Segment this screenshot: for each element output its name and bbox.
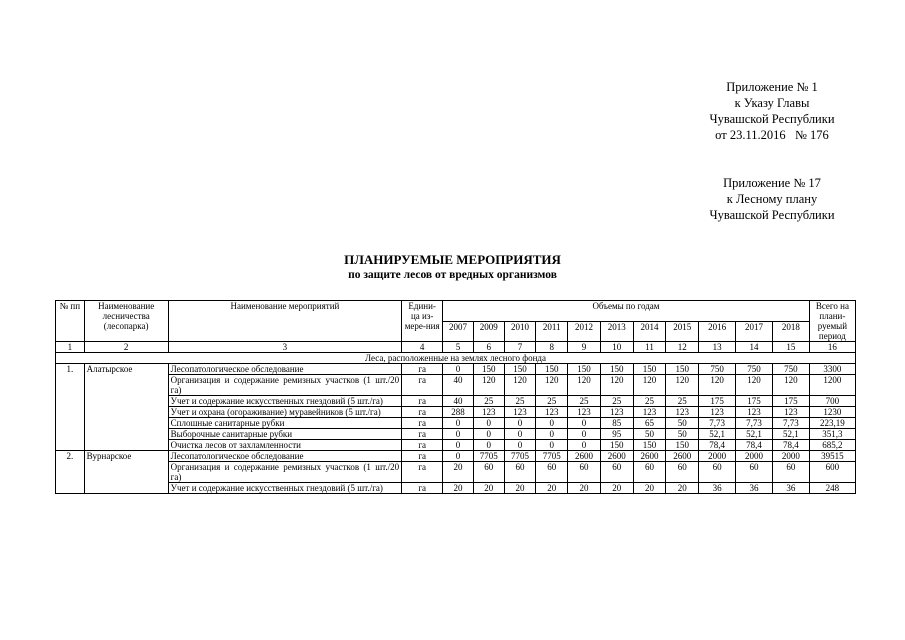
volume-cell: 0 (504, 418, 536, 429)
column-number-cell: 9 (568, 342, 601, 353)
table-row (56, 364, 856, 375)
volume-cell: 150 (504, 364, 536, 375)
forestry-name-cell: Алатырское (84, 364, 168, 451)
volume-cell: 123 (736, 407, 773, 418)
year-header-cell: 2009 (473, 321, 504, 342)
measure-name-cell: Учет и содержание искусственных гнездовий (5 шт./га) (168, 483, 402, 494)
year-header-cell: 2013 (600, 321, 633, 342)
volume-cell: 120 (473, 375, 504, 396)
total-cell: 3300 (809, 364, 855, 375)
row-number-cell: 1. (56, 364, 85, 451)
volume-cell: 25 (504, 396, 536, 407)
volume-cell: 36 (699, 483, 736, 494)
volume-cell: 25 (568, 396, 601, 407)
volume-cell: 95 (600, 429, 633, 440)
volume-cell: 20 (443, 462, 474, 483)
volume-cell: 78,4 (736, 440, 773, 451)
volume-cell: 175 (699, 396, 736, 407)
year-header-cell: 2010 (504, 321, 536, 342)
volume-cell: 123 (504, 407, 536, 418)
measures-table (55, 300, 856, 494)
header-forestry: Наименование лесничества (лесопарка) (84, 301, 168, 342)
volume-cell: 7705 (536, 451, 568, 462)
table-row (56, 418, 856, 429)
column-number-cell: 16 (809, 342, 855, 353)
unit-cell: га (402, 375, 443, 396)
appendix-1-line: Приложение № 1 (726, 80, 818, 94)
volume-cell: 123 (568, 407, 601, 418)
title-main: ПЛАНИРУЕМЫЕ МЕРОПРИЯТИЯ (344, 252, 561, 267)
table-row (56, 407, 856, 418)
year-header-cell: 2016 (699, 321, 736, 342)
measure-name-cell: Выборочные санитарные рубки (168, 429, 402, 440)
volume-cell: 40 (443, 396, 474, 407)
table-row (56, 375, 856, 396)
appendix-1-line: Чувашской Республики (709, 112, 835, 126)
volume-cell: 25 (633, 396, 666, 407)
column-number-cell: 13 (699, 342, 736, 353)
volume-cell: 7705 (473, 451, 504, 462)
volume-cell: 78,4 (772, 440, 809, 451)
table-body (56, 353, 856, 494)
column-number-cell: 10 (600, 342, 633, 353)
volume-cell: 0 (443, 429, 474, 440)
header-total: Всего на плани-руемый период (809, 301, 855, 342)
volume-cell: 2000 (736, 451, 773, 462)
volume-cell: 40 (443, 375, 474, 396)
volume-cell: 20 (633, 483, 666, 494)
year-header-cell: 2015 (666, 321, 699, 342)
volume-cell: 52,1 (772, 429, 809, 440)
volume-cell: 150 (473, 364, 504, 375)
section-row (56, 353, 856, 364)
volume-cell: 123 (600, 407, 633, 418)
volume-cell: 52,1 (699, 429, 736, 440)
volume-cell: 60 (568, 462, 601, 483)
volume-cell: 150 (666, 440, 699, 451)
table-row (56, 462, 856, 483)
total-cell: 600 (809, 462, 855, 483)
volume-cell: 60 (536, 462, 568, 483)
column-number-cell: 15 (772, 342, 809, 353)
volume-cell: 120 (568, 375, 601, 396)
table-header (56, 301, 856, 353)
volume-cell: 175 (736, 396, 773, 407)
volume-cell: 120 (536, 375, 568, 396)
volume-cell: 60 (736, 462, 773, 483)
measure-name-cell: Организация и содержание ремизных участков (1 шт./20 га) (168, 462, 402, 483)
title-subtitle: по защите лесов от вредных организмов (348, 269, 557, 281)
unit-cell: га (402, 364, 443, 375)
volume-cell: 123 (633, 407, 666, 418)
volume-cell: 750 (736, 364, 773, 375)
volume-cell: 120 (600, 375, 633, 396)
unit-cell: га (402, 396, 443, 407)
volume-cell: 60 (772, 462, 809, 483)
volume-cell: 36 (772, 483, 809, 494)
row-number-cell: 2. (56, 451, 85, 494)
volume-cell: 50 (666, 429, 699, 440)
volume-cell: 7,73 (772, 418, 809, 429)
volume-cell: 65 (633, 418, 666, 429)
column-number-cell: 6 (473, 342, 504, 353)
volume-cell: 20 (504, 483, 536, 494)
volume-cell: 2000 (772, 451, 809, 462)
year-header-cell: 2017 (736, 321, 773, 342)
volume-cell: 0 (443, 364, 474, 375)
unit-cell: га (402, 440, 443, 451)
volume-cell: 52,1 (736, 429, 773, 440)
unit-cell: га (402, 462, 443, 483)
measure-name-cell: Лесопатологическое обследование (168, 451, 402, 462)
volume-cell: 2600 (568, 451, 601, 462)
volume-cell: 150 (568, 364, 601, 375)
volume-cell: 2600 (666, 451, 699, 462)
measure-name-cell: Очистка лесов от захламленности (168, 440, 402, 451)
unit-cell: га (402, 429, 443, 440)
volume-cell: 750 (699, 364, 736, 375)
volume-cell: 2600 (633, 451, 666, 462)
column-number-cell: 8 (536, 342, 568, 353)
table-row (56, 396, 856, 407)
volume-cell: 175 (772, 396, 809, 407)
table-row (56, 483, 856, 494)
total-cell: 223,19 (809, 418, 855, 429)
volume-cell: 150 (536, 364, 568, 375)
volume-cell: 50 (633, 429, 666, 440)
volume-cell: 20 (536, 483, 568, 494)
total-cell: 248 (809, 483, 855, 494)
volume-cell: 123 (536, 407, 568, 418)
volume-cell: 150 (666, 364, 699, 375)
year-header-cell: 2007 (443, 321, 474, 342)
volume-cell: 60 (666, 462, 699, 483)
volume-cell: 120 (736, 375, 773, 396)
volume-cell: 85 (600, 418, 633, 429)
volume-cell: 120 (699, 375, 736, 396)
volume-cell: 20 (443, 483, 474, 494)
volume-cell: 0 (473, 429, 504, 440)
volume-cell: 150 (600, 364, 633, 375)
volume-cell: 36 (736, 483, 773, 494)
volume-cell: 60 (600, 462, 633, 483)
header-measure: Наименование мероприятий (168, 301, 402, 342)
volume-cell: 60 (473, 462, 504, 483)
column-number-cell: 11 (633, 342, 666, 353)
volume-cell: 7705 (504, 451, 536, 462)
unit-cell: га (402, 483, 443, 494)
table-row (56, 440, 856, 451)
appendix-1-line: к Указу Главы (734, 96, 810, 110)
volume-cell: 78,4 (699, 440, 736, 451)
volume-cell: 120 (666, 375, 699, 396)
column-number-cell: 4 (402, 342, 443, 353)
column-number-cell: 12 (666, 342, 699, 353)
volume-cell: 123 (772, 407, 809, 418)
volume-cell: 2600 (600, 451, 633, 462)
total-cell: 1200 (809, 375, 855, 396)
volume-cell: 20 (568, 483, 601, 494)
total-cell: 39515 (809, 451, 855, 462)
volume-cell: 7,73 (699, 418, 736, 429)
measure-name-cell: Лесопатологическое обследование (168, 364, 402, 375)
year-header-cell: 2012 (568, 321, 601, 342)
measure-name-cell: Сплошные санитарные рубки (168, 418, 402, 429)
volume-cell: 0 (536, 440, 568, 451)
volume-cell: 120 (633, 375, 666, 396)
unit-cell: га (402, 451, 443, 462)
column-numbers-row (56, 342, 856, 353)
volume-cell: 60 (699, 462, 736, 483)
total-cell: 351,3 (809, 429, 855, 440)
year-header-cell: 2011 (536, 321, 568, 342)
volume-cell: 0 (473, 418, 504, 429)
header-unit: Едини-ца из-мере-ния (402, 301, 443, 342)
year-header-cell: 2014 (633, 321, 666, 342)
table-row (56, 429, 856, 440)
volume-cell: 0 (568, 440, 601, 451)
total-cell: 685,2 (809, 440, 855, 451)
volume-cell: 60 (504, 462, 536, 483)
volume-cell: 0 (536, 429, 568, 440)
header-volumes: Объемы по годам (443, 301, 810, 322)
volume-cell: 20 (666, 483, 699, 494)
forestry-name-cell: Вурнарское (84, 451, 168, 494)
volume-cell: 750 (772, 364, 809, 375)
volume-cell: 0 (536, 418, 568, 429)
volume-cell: 7,73 (736, 418, 773, 429)
volume-cell: 0 (504, 429, 536, 440)
volume-cell: 0 (568, 429, 601, 440)
column-number-cell: 3 (168, 342, 402, 353)
measure-name-cell: Учет и охрана (огораживание) муравейников (5 шт./га) (168, 407, 402, 418)
appendix-17-line: Чувашской Республики (709, 208, 835, 222)
header-num: № пп (56, 301, 85, 342)
unit-cell: га (402, 418, 443, 429)
volume-cell: 120 (772, 375, 809, 396)
document-title (240, 252, 665, 282)
volume-cell: 0 (443, 418, 474, 429)
volume-cell: 50 (666, 418, 699, 429)
measure-name-cell: Учет и содержание искусственных гнездовий (5 шт./га) (168, 396, 402, 407)
appendix-17-line: к Лесному плану (726, 192, 818, 206)
volume-cell: 0 (443, 440, 474, 451)
volume-cell: 20 (473, 483, 504, 494)
table-row (56, 451, 856, 462)
volume-cell: 25 (666, 396, 699, 407)
volume-cell: 0 (504, 440, 536, 451)
column-number-cell: 2 (84, 342, 168, 353)
column-number-cell: 1 (56, 342, 85, 353)
volume-cell: 123 (699, 407, 736, 418)
volume-cell: 123 (666, 407, 699, 418)
measure-name-cell: Организация и содержание ремизных участков (1 шт./20 га) (168, 375, 402, 396)
unit-cell: га (402, 407, 443, 418)
volume-cell: 0 (568, 418, 601, 429)
total-cell: 700 (809, 396, 855, 407)
volume-cell: 123 (473, 407, 504, 418)
column-number-cell: 5 (443, 342, 474, 353)
volume-cell: 150 (633, 440, 666, 451)
volume-cell: 150 (600, 440, 633, 451)
volume-cell: 150 (633, 364, 666, 375)
volume-cell: 25 (600, 396, 633, 407)
volume-cell: 120 (504, 375, 536, 396)
volume-cell: 25 (473, 396, 504, 407)
total-cell: 1230 (809, 407, 855, 418)
volume-cell: 20 (600, 483, 633, 494)
year-header-cell: 2018 (772, 321, 809, 342)
appendix-17-line: Приложение № 17 (723, 176, 821, 190)
volume-cell: 2000 (699, 451, 736, 462)
volume-cell: 25 (536, 396, 568, 407)
appendix-1-block (690, 79, 854, 143)
volume-cell: 0 (443, 451, 474, 462)
volume-cell: 0 (473, 440, 504, 451)
volume-cell: 60 (633, 462, 666, 483)
appendix-17-block (690, 175, 854, 223)
appendix-1-line: от 23.11.2016 № 176 (715, 128, 829, 142)
column-number-cell: 7 (504, 342, 536, 353)
column-number-cell: 14 (736, 342, 773, 353)
volume-cell: 288 (443, 407, 474, 418)
section-title: Леса, расположенные на землях лесного фонда (56, 353, 856, 364)
